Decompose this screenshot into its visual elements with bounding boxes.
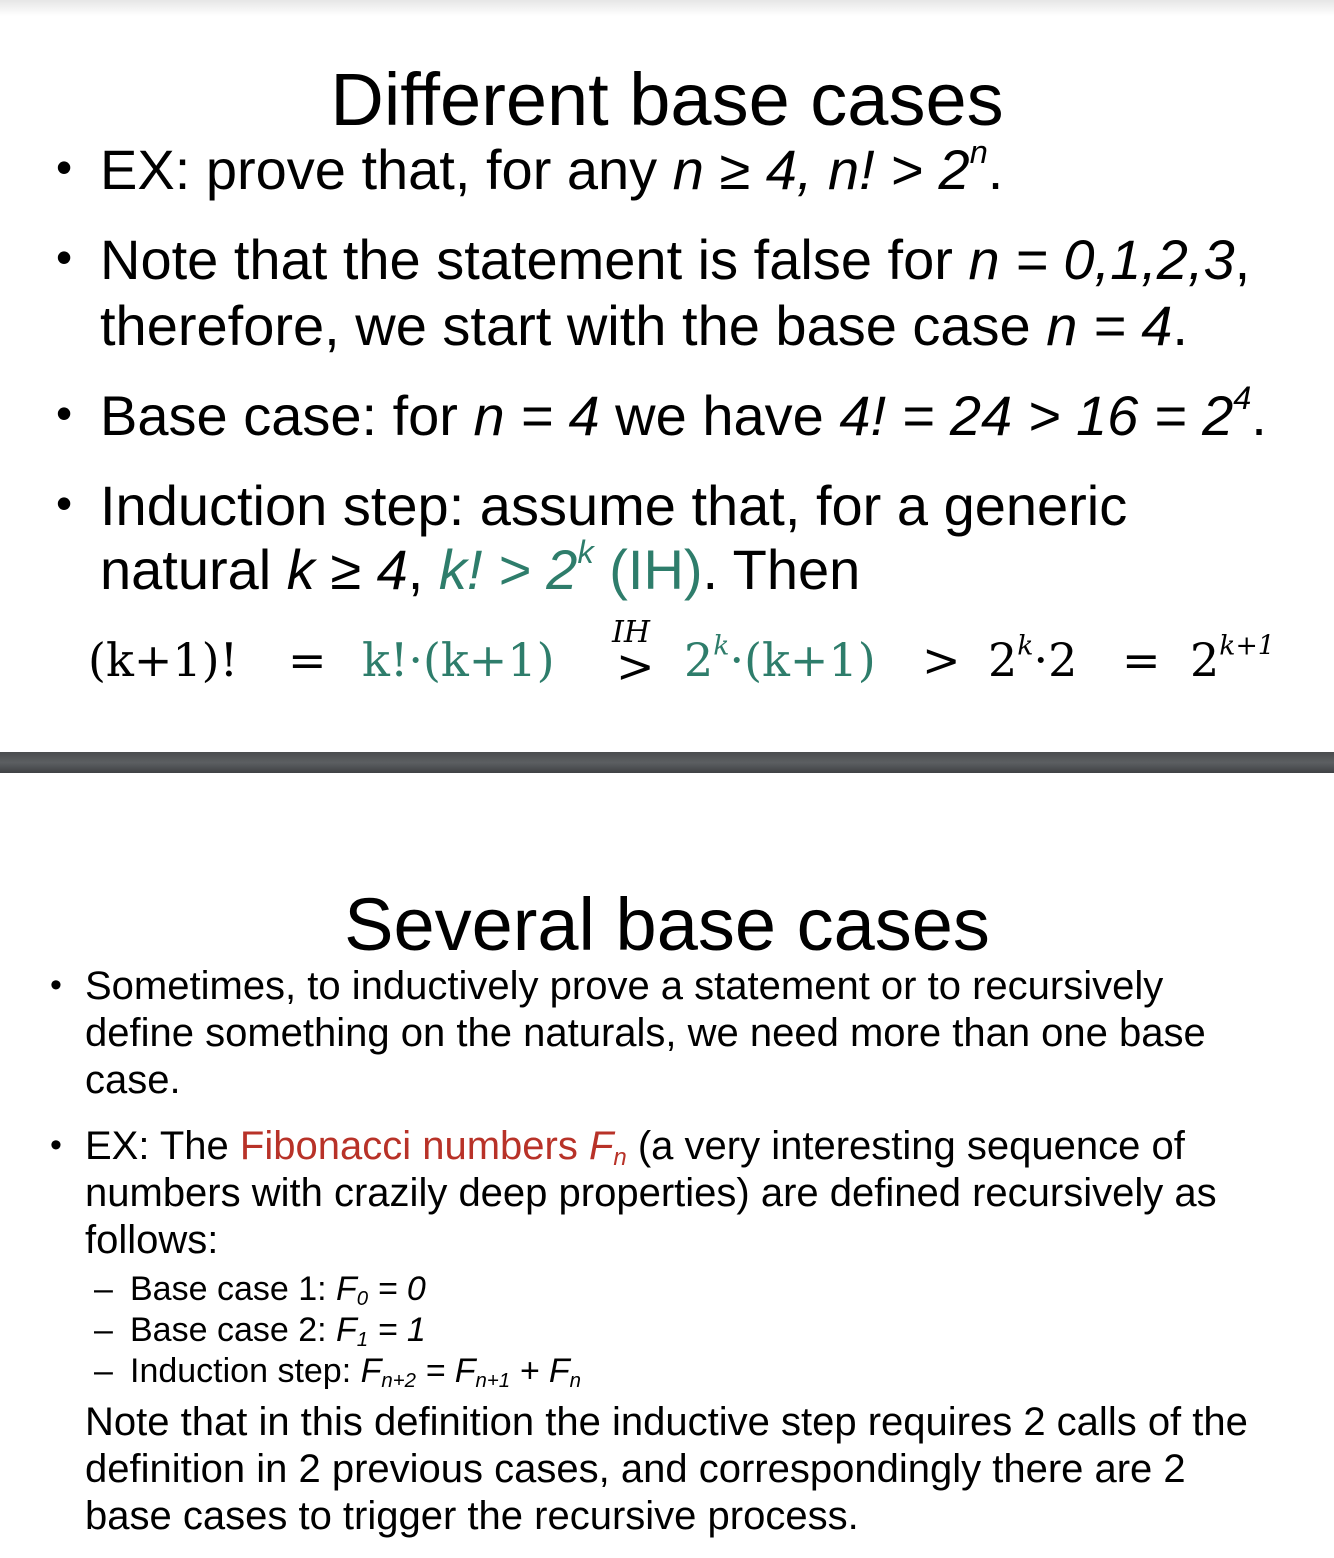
bullet-line-2: define something on the naturals, we need more than one base: [85, 1011, 1206, 1055]
bullet-text: EX: prove that, for any n ≥ 4, n! > $2^n$.: [100, 134, 1004, 201]
bullet-line-1: EX: The Fibonacci numbers $F_n$ (a very interesting sequence of: [85, 1124, 1185, 1171]
bullet-dot: •: [50, 1126, 62, 1164]
equation-greater: >: [922, 633, 961, 687]
equation-greater-ih: >: [616, 639, 655, 693]
bullet-dot: •: [50, 966, 62, 1004]
bullet-line-1: Note that the statement is false for n = 0,1,2,3,: [100, 228, 1251, 291]
bullet-dot: •: [56, 477, 73, 529]
bullet-text: Base case: for n = 4 we have 4! = $24 > 16 = 2^4$.: [100, 380, 1267, 447]
equation-term-3: $2^k\cdot 2$: [988, 630, 1078, 687]
equation-term-2: $2^k\cdot(k+1)$: [684, 630, 876, 687]
slide-title: Several base cases: [344, 882, 990, 966]
bullet-dot: •: [56, 141, 73, 193]
bullet-line-1: Induction step: assume that, for a generic: [100, 474, 1128, 537]
slide-several-base-cases: [0, 773, 1334, 1558]
equation-term-4: $2^{k+1}$: [1190, 630, 1275, 687]
note-line-2: definition in 2 previous cases, and correspondingly there are 2: [85, 1447, 1186, 1491]
note-line-1: Note that in this definition the inductive step requires 2 calls of the: [85, 1400, 1248, 1444]
bullet-line-2: numbers with crazily deep properties) are defined recursively as: [85, 1171, 1217, 1215]
bullet-line-2: therefore, we start with the base case n = 4.: [100, 294, 1188, 357]
equation-equals: =: [288, 633, 327, 687]
dash: –: [94, 1311, 113, 1349]
sub-item-induction-step: – Induction step: $F_{n+2} = F_{n+1} + F_n$: [94, 1352, 581, 1393]
bullet-dot: •: [56, 231, 73, 283]
equation-lhs: (k+1)!: [88, 633, 239, 687]
bullet-dot: •: [56, 387, 73, 439]
sub-item-base-case-1: – Base case 1: $F_0 = 0$: [94, 1270, 426, 1311]
dash: –: [94, 1270, 113, 1308]
note-line-3: base cases to trigger the recursive process.: [85, 1494, 859, 1538]
bullet-line-3: case.: [85, 1058, 181, 1102]
sub-item-base-case-2: – Base case 2: $F_1 = 1$: [94, 1311, 426, 1352]
slide-different-base-cases: [0, 0, 1334, 752]
bullet-line-1: Sometimes, to inductively prove a statement or to recursively: [85, 964, 1164, 1008]
equation-equals-2: =: [1122, 633, 1161, 687]
bullet-line-2: natural k ≥ 4, k! > $2^k$ (IH). Then: [100, 534, 861, 601]
induction-equation: [88, 613, 1328, 713]
ih-label: IH: [612, 615, 651, 650]
equation-term-1: k!·(k+1): [362, 633, 555, 687]
slide-divider: [0, 752, 1334, 773]
slide-title: Different base cases: [330, 57, 1004, 141]
bullet-line-3: follows:: [85, 1218, 219, 1262]
dash: –: [94, 1352, 113, 1390]
